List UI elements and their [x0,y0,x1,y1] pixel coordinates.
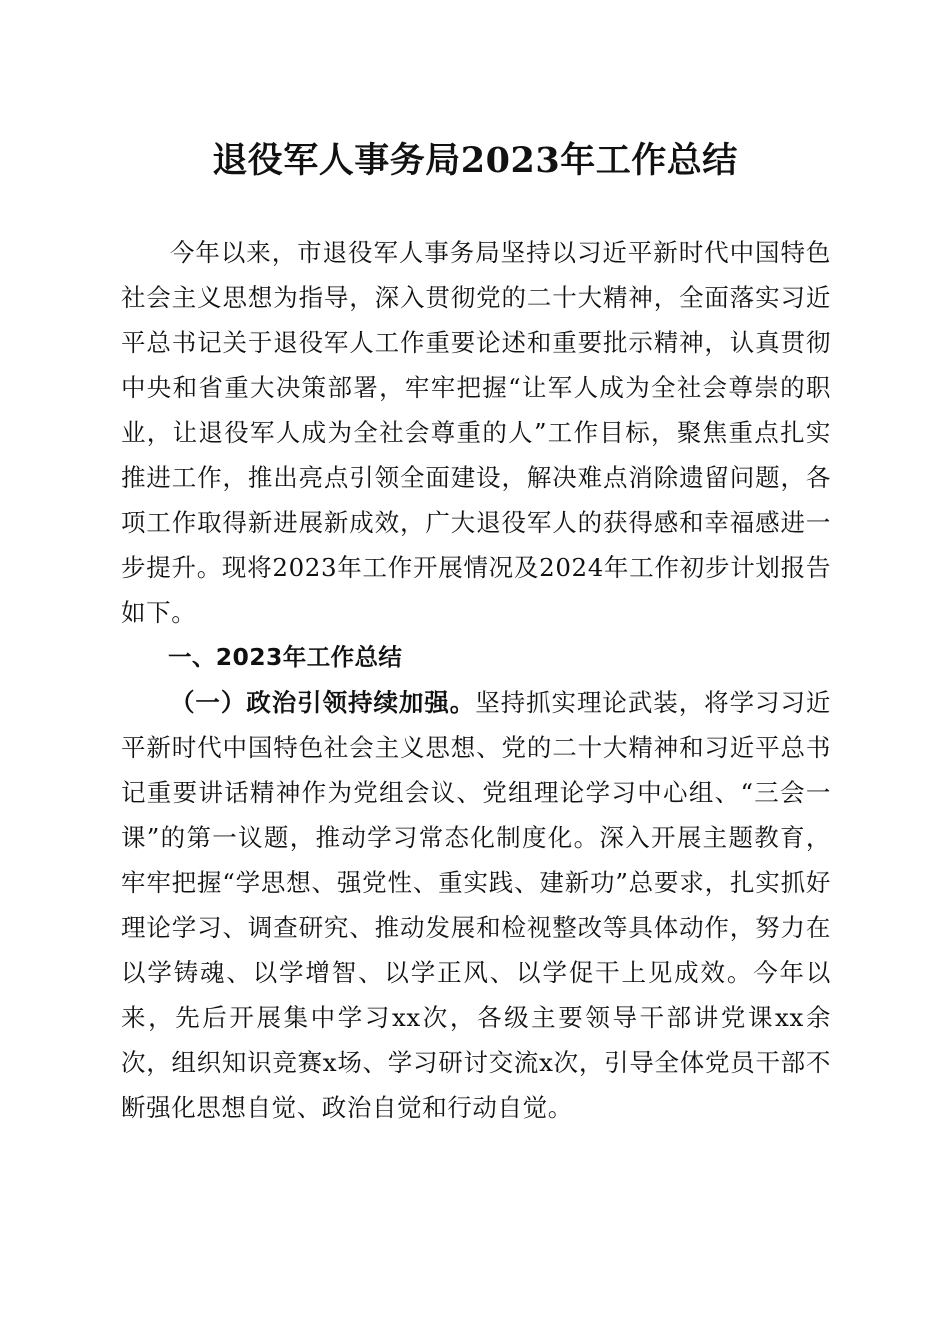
document-body [121,230,831,1130]
subsection-lead: （一）政治引领持续加强。 [170,688,476,717]
section-heading: 一、2023年工作总结 [168,643,403,671]
intro-paragraph: 今年以来，市退役军人事务局坚持以习近平新时代中国特色社会主义思想为指导，深入贯彻党的二十大精神，全面落实习近平总书记关于退役军人工作重要论述和重要批示精神，认真贯彻中央和省重大决策部署，牢牢把握“让军人成为全社会尊崇的职业，让退役军人成为全社会尊重的人”工作目标，聚焦重点扎实推进工作，推出亮点引领全面建设，解决难点消除遗留问题，各项工作取得新进展新成效，广大退役军人的获得感和幸福感进一步提升。现将2023年工作开展情况及2024年工作初步计划报告如下。 [121,238,831,627]
document-title: 退役军人事务局2023年工作总结 [212,140,738,181]
subsection-body: 坚持抓实理论武装，将学习习近平新时代中国特色社会主义思想、党的二十大精神和习近平总书记重要讲话精神作为党组会议、党组理论学习中心组、“三会一课”的第一议题，推动学习常态化制度化。深入开展主题教育，牢牢把握“学思想、强党性、重实践、建新功”总要求，扎实抓好理论学习、调查研究、推动发展和检视整改等具体动作，努力在以学铸魂、以学增智、以学正风、以学促干上见成效。今年以来，先后开展集中学习xx次，各级主要领导干部讲党课xx余次，组织知识竞赛x场、学习研讨交流x次，引导全体党员干部不断强化思想自觉、政治自觉和行动自觉。 [121,688,831,1122]
subsection-paragraph [121,680,831,1130]
